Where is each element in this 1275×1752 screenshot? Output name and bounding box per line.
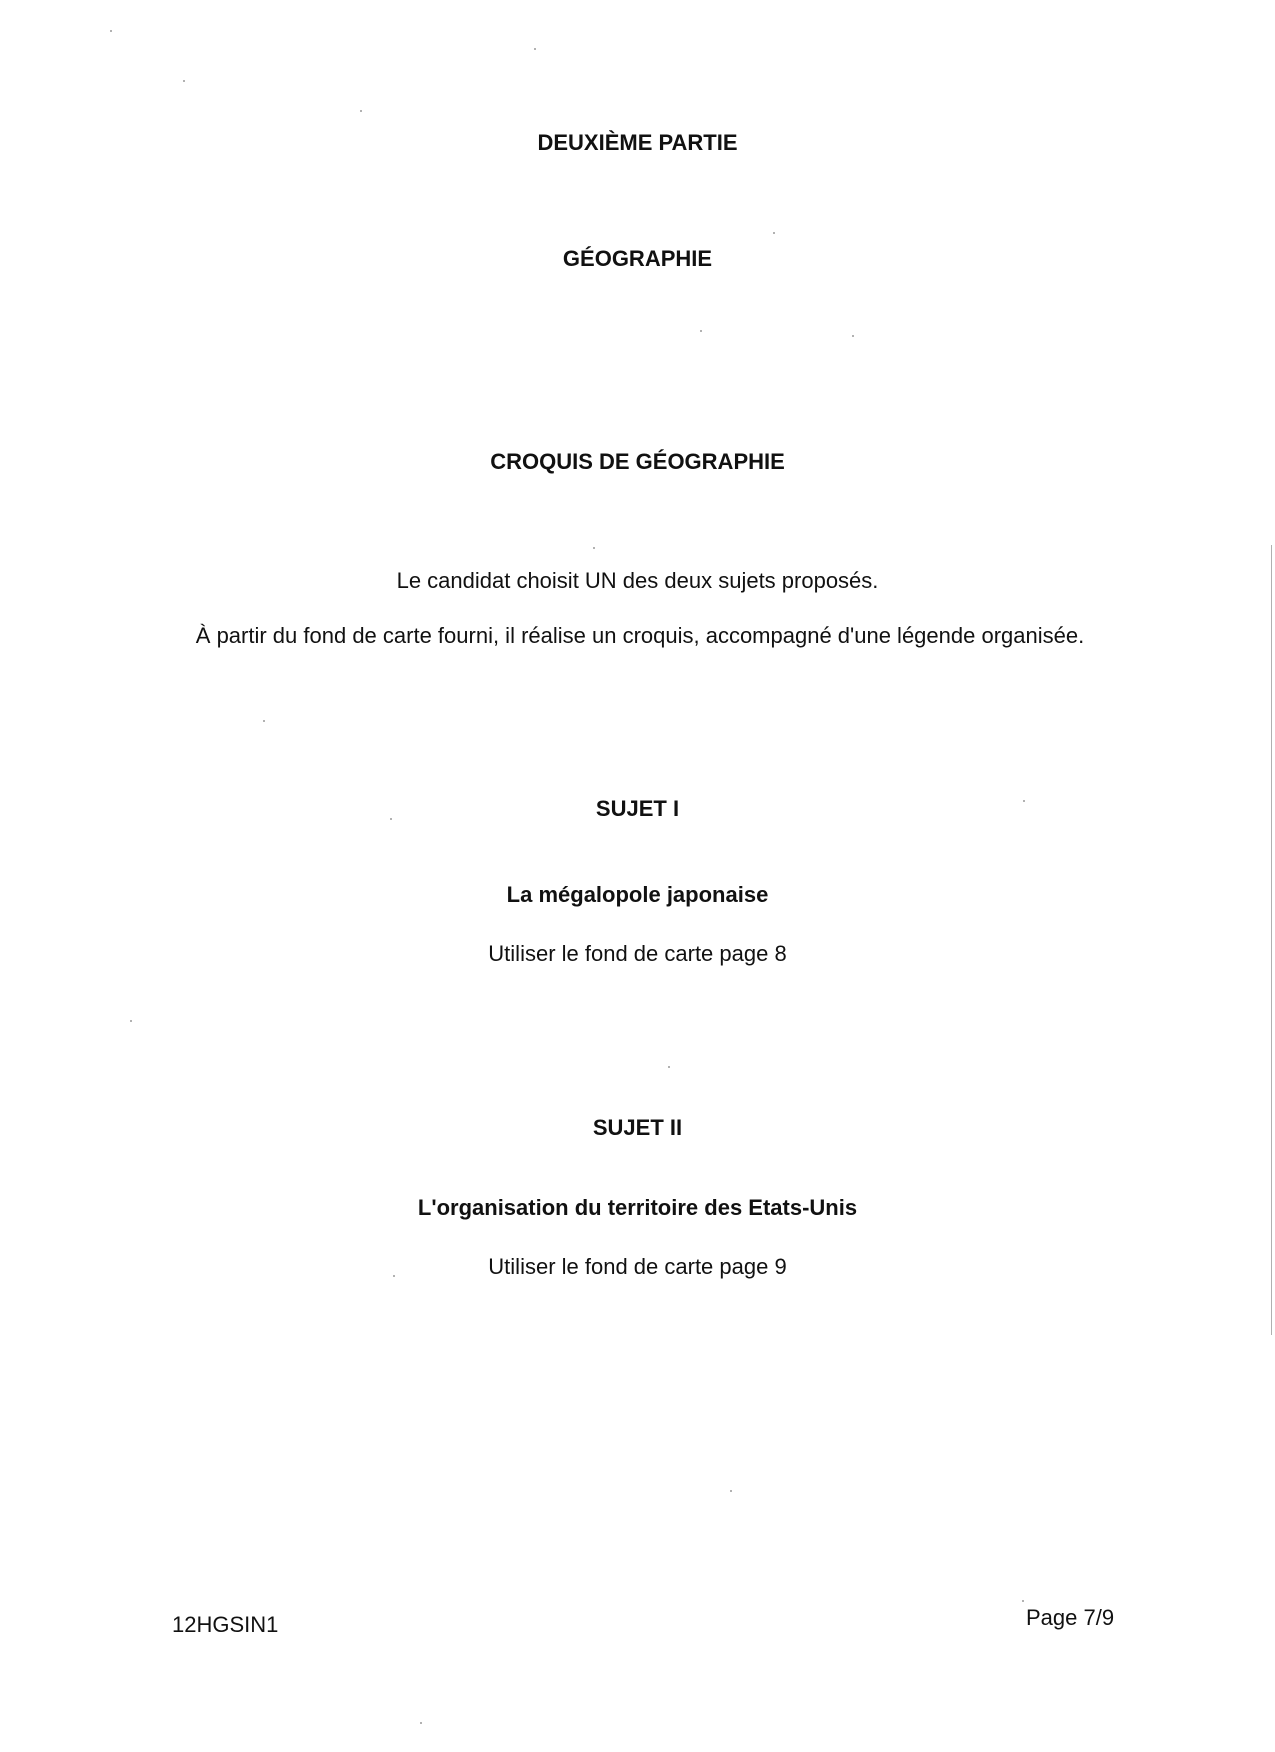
scan-speck — [593, 547, 595, 549]
subject-1-note: Utiliser le fond de carte page 8 — [488, 941, 787, 966]
subject-2-title: L'organisation du territoire des Etats-Unis — [417, 1195, 858, 1220]
scan-speck — [1023, 800, 1025, 802]
scan-speck — [420, 1722, 422, 1724]
scan-speck — [393, 1275, 395, 1277]
exercise-heading: CROQUIS DE GÉOGRAPHIE — [490, 449, 785, 474]
instruction-task: À partir du fond de carte fourni, il réalise un croquis, accompagné d'une légende organisée. — [195, 623, 1085, 648]
subject-2-note: Utiliser le fond de carte page 9 — [488, 1254, 787, 1279]
scan-speck — [130, 1020, 132, 1022]
scan-speck — [390, 818, 392, 820]
scan-speck — [773, 232, 775, 234]
scan-speck — [852, 335, 854, 337]
subject-1-label: SUJET I — [595, 796, 680, 821]
scan-speck — [110, 30, 112, 32]
subject-heading: GÉOGRAPHIE — [562, 246, 713, 271]
page-number: Page 7/9 — [1026, 1605, 1115, 1630]
subject-2-label: SUJET II — [592, 1115, 683, 1140]
instruction-choice: Le candidat choisit UN des deux sujets proposés. — [396, 568, 879, 593]
scan-speck — [700, 330, 702, 332]
scan-edge-line — [1271, 545, 1272, 1335]
scan-speck — [183, 80, 185, 82]
scan-speck — [263, 720, 265, 722]
part-heading: DEUXIÈME PARTIE — [537, 130, 738, 155]
scan-speck — [534, 48, 536, 50]
subject-1-title: La mégalopole japonaise — [506, 882, 769, 907]
scan-speck — [730, 1490, 732, 1492]
scan-speck — [1022, 1600, 1024, 1602]
scan-speck — [668, 1066, 670, 1068]
document-code: 12HGSIN1 — [172, 1612, 279, 1637]
scan-speck — [360, 110, 362, 112]
